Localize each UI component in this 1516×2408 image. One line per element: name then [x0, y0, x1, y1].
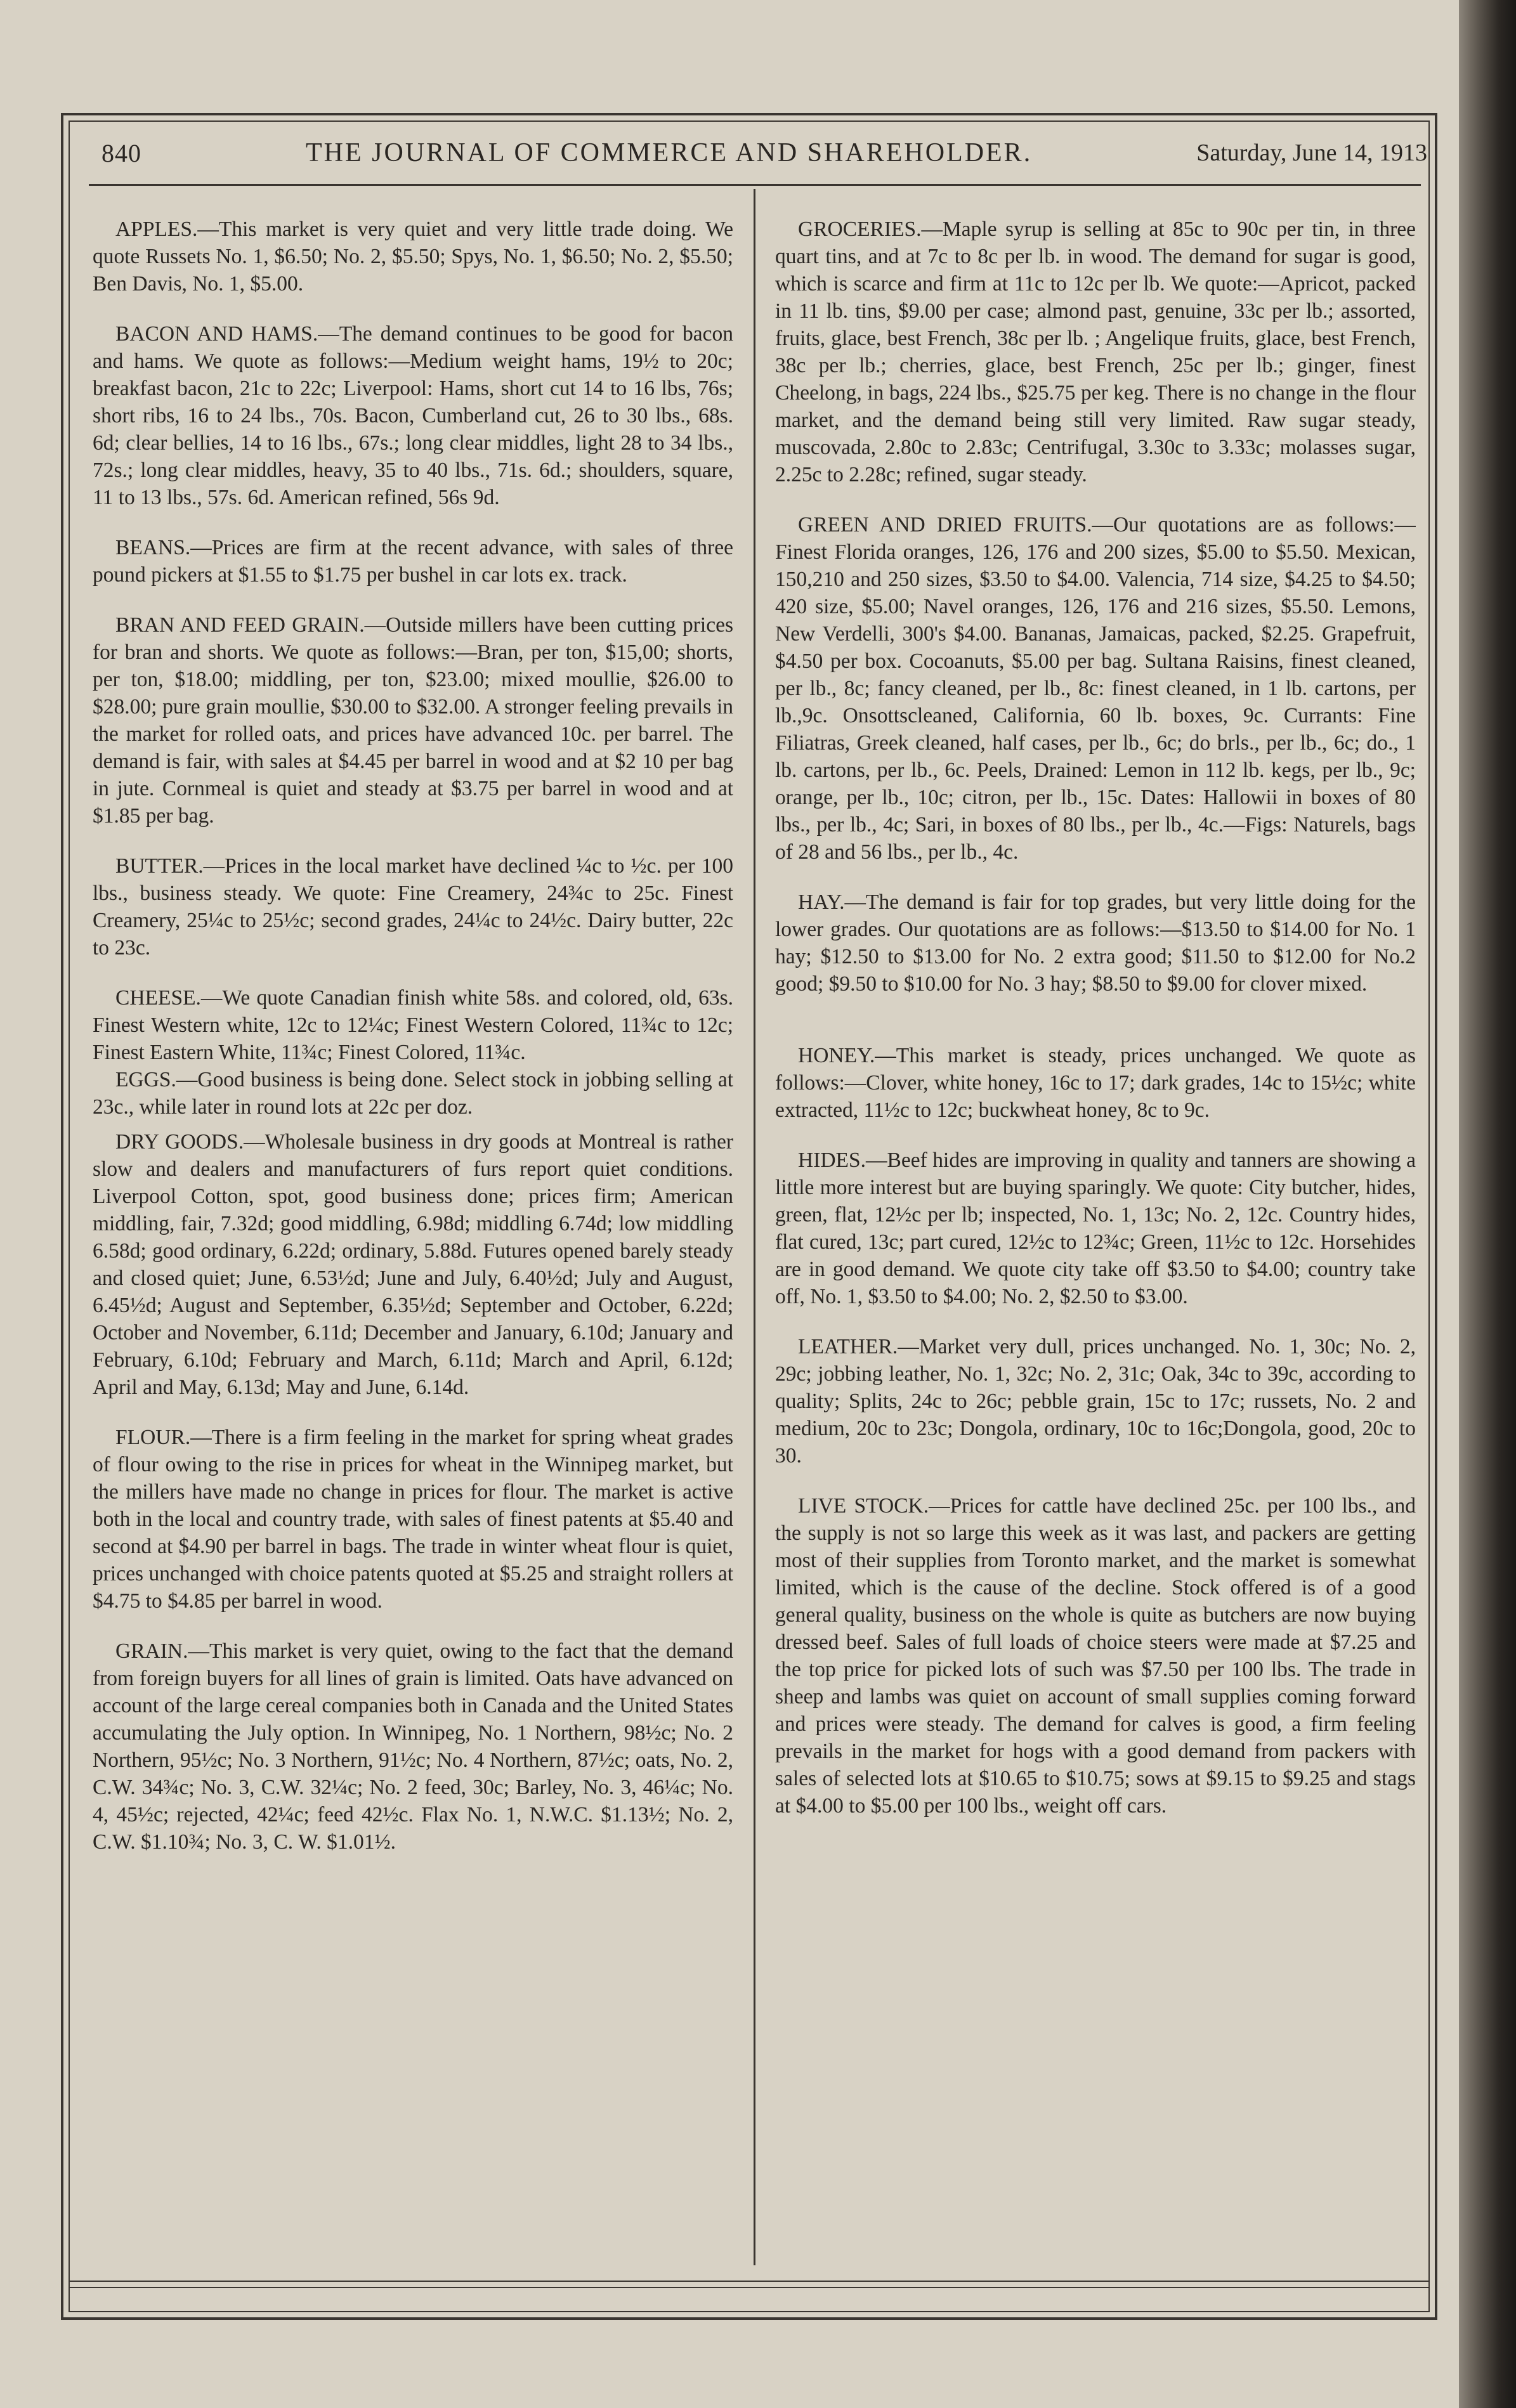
- market-report-flour: FLOUR.—There is a firm feeling in the market for spring wheat grades of flour owing to the rise in prices for wheat in the Winnipeg market, but the millers have made no change in prices for flour. The market is active both in the local and country trade, with sales of finest patents at $5.40 and second at $4.90 per barrel in bags. The trade in winter wheat flour is quiet, prices unchanged with choice patents quoted at $5.25 and straight rollers at $4.75 to $4.85 per barrel in wood.: [93, 1426, 733, 1613]
- market-report-dry-goods: DRY GOODS.—Wholesale business in dry goods at Montreal is rather slow and dealers and manufacturers of furs report quiet conditions. Liverpool Cotton, spot, good business done; prices firm; American middling, fair, 7.32d; good middling, 6.98d; middling 6.74d; low middling 6.58d; good ordinary, 6.22d; ordinary, 5.88d. Futures opened barely steady and closed quiet; June, 6.53½d; June and July, 6.40½d; July and August, 6.45½d; August and September, 6.35½d; September and October, 6.22d; October and November, 6.11d; December and January, 6.10d; January and February, 6.10d; February and March, 6.11d; March and April, 6.12d; April and May, 6.13d; May and June, 6.14d.: [93, 1130, 733, 1399]
- issue-date: Saturday, June 14, 1913: [1196, 140, 1427, 166]
- market-report-cheese: CHEESE.—We quote Canadian finish white 58s. and colored, old, 63s. Finest Western white, 12c to 12¼c; Finest Western Colored, 11¾c to 12c; Finest Eastern White, 11¾c; Finest Colored, 11¾c.: [93, 986, 733, 1064]
- footer-rule-double: [69, 2287, 1430, 2288]
- left-column: [93, 216, 733, 2264]
- page-header: [101, 131, 1427, 175]
- market-report-apples: APPLES.—This market is very quiet and very little trade doing. We quote Russets No. 1, $6.50; No. 2, $5.50; Spys, No. 1, $6.50; No. 2, $5.50; Ben Davis, No. 1, $5.00.: [93, 218, 733, 296]
- header-rule: [89, 184, 1421, 186]
- market-report-leather: LEATHER.—Market very dull, prices unchanged. No. 1, 30c; No. 2, 29c; jobbing leather, No. 1, 32c; No. 2, 31c; Oak, 34c to 39c, according to quality; Splits, 24c to 26c; pebble grain, 15c to 17c; russets, No. 2 and medium, 20c to 23c; Dongola, ordinary, 10c to 16c;Dongola, good, 20c to 30.: [775, 1335, 1416, 1468]
- book-binding-edge: [1459, 0, 1516, 2408]
- market-report-green-and-dried-fruits: GREEN AND DRIED FRUITS.—Our quotations are as follows:—Finest Florida oranges, 126, 176 and 200 sizes, $5.00 to $5.50. Mexican, 150,210 and 250 sizes, $3.50 to $4.00. Valencia, 714 size, $4.25 to $4.50; 420 size, $5.00; Navel oranges, 126, 176 and 216 sizes, $5.50. Lemons, New Verdelli, 300's $4.00. Bananas, Jamaicas, packed, $2.25. Grapefruit, $4.50 per box. Cocoanuts, $5.00 per bag. Sultana Raisins, finest cleaned, per lb., 8c; fancy cleaned, per lb., 8c: finest cleaned, in 1 lb. cartons, per lb.,9c. Onsottscleaned, California, 60 lb. boxes, 9c. Currants: Fine Filiatras, Greek cleaned, half cases, per lb., 6c; do brls., per lb., 6c; do., 1 lb. cartons, per lb., 6c. Peels, Drained: Lemon in 112 lb. kegs, per lb., 9c; orange, per lb., 10c; citron, per lb., 15c. Dates: Hallowii in boxes of 80 lbs., per lb., 4c; Sari, in boxes of 80 lbs., per lb., 4c.—Figs: Naturels, bags of 28 and 56 lbs., per lb., 4c.: [775, 513, 1416, 864]
- market-report-eggs: EGGS.—Good business is being done. Select stock in jobbing selling at 23c., while later in round lots at 22c per doz.: [93, 1068, 733, 1119]
- market-report-bran-and-feed-grain: BRAN AND FEED GRAIN.—Outside millers have been cutting prices for bran and shorts. We quote as follows:—Bran, per ton, $15,00; shorts, per ton, $18.00; middling, per ton, $23.00; mixed moullie, $26.00 to $28.00; pure grain moullie, $30.00 to $32.00. A stronger feeling prevails in the market for rolled oats, and prices have advanced 10c. per barrel. The demand is fair, with sales at $4.45 per barrel in wood and at $2 10 per bag in jute. Cornmeal is quiet and steady at $3.75 per barrel in wood and at $1.85 per bag.: [93, 613, 733, 828]
- market-report-hay: HAY.—The demand is fair for top grades, but very little doing for the lower grades. Our quotations are as follows:—$13.50 to $14.00 for No. 1 hay; $12.50 to $13.00 for No. 2 extra good; $11.50 to $12.00 for No.2 good; $9.50 to $10.00 for No. 3 hay; $8.50 to $9.00 for clover mixed.: [775, 890, 1416, 996]
- market-report-butter: BUTTER.—Prices in the local market have declined ¼c to ½c. per 100 lbs., business steady. We quote: Fine Creamery, 24¾c to 25c. Finest Creamery, 25¼c to 25½c; second grades, 24¼c to 24½c. Dairy butter, 22c to 23c.: [93, 854, 733, 960]
- market-report-live-stock: LIVE STOCK.—Prices for cattle have declined 25c. per 100 lbs., and the supply is not so large this week as it was last, and packers are getting most of their supplies from Toronto market, and the market is somewhat limited, which is the cause of the decline. Stock offered is of a good general quality, business on the whole is quite as butchers are now buying dressed beef. Sales of full loads of choice steers were made at $7.25 and the top price for picked lots of such was $7.50 per 100 lbs. The trade in sheep and lambs was quiet on account of small supplies coming forward and prices were steady. The demand for calves is good, a firm feeling prevails in the market for hogs with a good demand from packers with sales of selected lots at $10.65 to $10.75; sows at $9.15 to $9.25 and stags at $4.00 to $5.00 per 100 lbs., weight off cars.: [775, 1494, 1416, 1818]
- market-report-grain: GRAIN.—This market is very quiet, owing to the fact that the demand from foreign buyers for all lines of grain is limited. Oats have advanced on account of the large cereal companies both in Canada and the United States accumulating the July option. In Winnipeg, No. 1 Northern, 98½c; No. 2 Northern, 95½c; No. 3 Northern, 91½c; No. 4 Northern, 87½c; oats, No. 2, C.W. 34¾c; No. 3, C.W. 32¼c; No. 2 feed, 30c; Barley, No. 3, 46¼c; No. 4, 45½c; rejected, 42¼c; feed 42½c. Flax No. 1, N.W.C. $1.13½; No. 2, C.W. $1.10¾; No. 3, C. W. $1.01½.: [93, 1639, 733, 1854]
- market-report-bacon-and-hams: BACON AND HAMS.—The demand continues to be good for bacon and hams. We quote as follows:—Medium weight hams, 19½ to 20c; breakfast bacon, 21c to 22c; Liverpool: Hams, short cut 14 to 16 lbs, 76s; short ribs, 16 to 24 lbs., 70s. Bacon, Cumberland cut, 26 to 30 lbs., 68s. 6d; clear bellies, 14 to 16 lbs., 67s.; long clear middles, light 28 to 34 lbs., 72s.; long clear middles, heavy, 35 to 40 lbs., 71s. 6d.; shoulders, square, 11 to 13 lbs., 57s. 6d. American refined, 56s 9d.: [93, 322, 733, 509]
- market-report-honey: HONEY.—This market is steady, prices unchanged. We quote as follows:—Clover, white honey, 16c to 17; dark grades, 14c to 15½c; white extracted, 11½c to 12c; buckwheat honey, 8c to 9c.: [775, 1044, 1416, 1122]
- page-number: 840: [101, 138, 141, 167]
- right-column: [775, 216, 1416, 2264]
- column-divider: [754, 189, 755, 2265]
- market-report-groceries: GROCERIES.—Maple syrup is selling at 85c to 90c per tin, in three quart tins, and at 7c to 8c per lb. in wood. The demand for sugar is good, which is scarce and firm at 11c to 12c per lb. We quote:—Apricot, packed in 11 lb. tins, $9.00 per case; almond past, genuine, 33c per lb.; assorted, fruits, glace, best French, 38c per lb. ; Angelique fruits, glace, best French, 38c per lb.; cherries, glace, best French, 25c per lb.; ginger, finest Cheelong, in bags, 224 lbs., $25.75 per keg. There is no change in the flour market, and the demand being still very limited. Raw sugar steady, muscovada, 2.80c to 2.83c; Centrifugal, 3.30c to 3.33c; molasses sugar, 2.25c to 2.28c; refined, sugar steady.: [775, 218, 1416, 486]
- market-report-hides: HIDES.—Beef hides are improving in quality and tanners are showing a little more interest but are buying sparingly. We quote: City butcher, hides, green, flat, 12½c per lb; inspected, No. 1, 13c; No. 2, 12c. Country hides, flat cured, 13c; part cured, 12½c to 12¾c; Green, 11½c to 12c. Horsehides are in good demand. We quote city take off $3.50 to $4.00; country take off, No. 1, $3.50 to $4.00; No. 2, $2.50 to $3.00.: [775, 1149, 1416, 1308]
- footer-rule: [69, 2281, 1430, 2282]
- journal-title: THE JOURNAL OF COMMERCE AND SHAREHOLDER.: [306, 138, 1033, 167]
- market-report-beans: BEANS.—Prices are firm at the recent advance, with sales of three pound pickers at $1.55 to $1.75 per bushel in car lots ex. track.: [93, 536, 733, 587]
